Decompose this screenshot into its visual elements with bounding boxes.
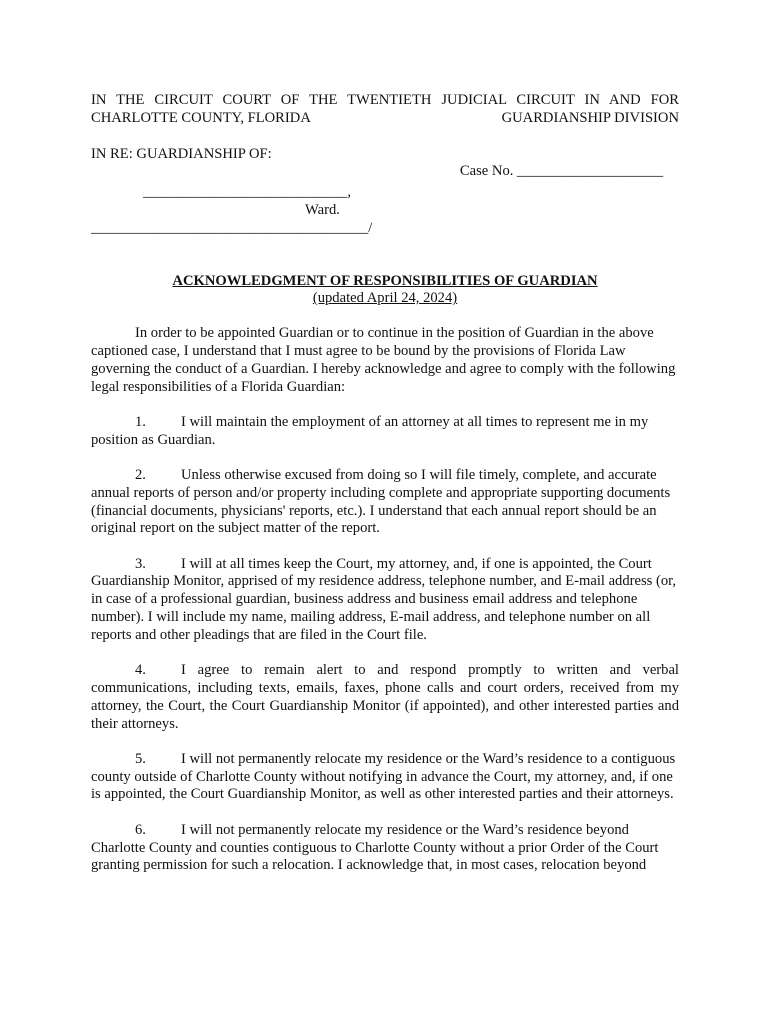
responsibility-item-2: [91, 467, 679, 538]
responsibility-item-5: [91, 751, 679, 804]
item-text: I will maintain the employment of an attorney at all times to represent me in my position as Guardian.: [91, 413, 649, 448]
item-text: I will not permanently relocate my residence or the Ward’s residence to a contiguous county outside of Charlotte County without notifying in advance the Court, my attorney, and, if one is appointed, the Court Guardianship Monitor, as well as other interested parties and their attorneys.: [91, 750, 676, 803]
document-title: ACKNOWLEDGMENT OF RESPONSIBILITIES OF GUARDIAN: [172, 272, 598, 289]
case-number-field: Case No. ____________________: [459, 163, 663, 180]
ward-label: Ward.: [305, 201, 340, 218]
document-updated-date: (updated April 24, 2024): [312, 290, 458, 307]
in-re-label: IN RE: GUARDIANSHIP OF:: [91, 145, 272, 162]
responsibility-item-6: [91, 822, 679, 875]
item-text: Unless otherwise excused from doing so I will file timely, complete, and accurate annual reports of person and/or property including complete and appropriate supporting documents (financial documents, physicians' reports, etc.). I understand that each annual report should be an original report on the subject matter of the report.: [91, 466, 671, 537]
item-number: 4.: [135, 662, 146, 679]
county-label: CHARLOTTE COUNTY, FLORIDA: [91, 109, 311, 126]
caption-closing-line: ______________________________________/: [91, 219, 373, 236]
case-number-row: [91, 163, 679, 181]
responsibility-item-1: [91, 414, 679, 450]
ward-name-blank: ____________________________,: [143, 184, 351, 201]
item-number: 1.: [135, 413, 146, 430]
case-caption: [91, 146, 679, 238]
division-label: GUARDIANSHIP DIVISION: [501, 109, 679, 126]
court-location-row: [91, 110, 679, 128]
item-text: I will not permanently relocate my residence or the Ward’s residence beyond Charlotte County and counties contiguous to Charlotte County without a prior Order of the Court granting permission for such a relocation. I acknowledge that, in most cases, relocation beyond: [91, 821, 659, 874]
responsibility-item-4: [91, 662, 679, 733]
item-text: I will at all times keep the Court, my attorney, and, if one is appointed, the Court Guardianship Monitor, apprised of my residence address, telephone number, and E-mail address (or, in case of a professional guardian, business address and business email address and telephone number). I will include my name, mailing address, E-mail address, and telephone number on all reports and other pleadings that are filed in the Court file.: [91, 555, 677, 643]
intro-paragraph: In order to be appointed Guardian or to continue in the position of Guardian in the above captioned case, I understand that I must agree to be bound by the provisions of Florida Law governing the conduct of a Guardian. I hereby acknowledge and agree to comply with the following legal responsibilities of a Florida Guardian:: [91, 325, 676, 395]
item-number: 3.: [135, 555, 146, 572]
court-name-line: IN THE CIRCUIT COURT OF THE TWENTIETH JUDICIAL CIRCUIT IN AND FOR: [91, 92, 679, 108]
item-number: 2.: [135, 466, 146, 483]
item-number: 5.: [135, 750, 146, 767]
court-header: [91, 92, 679, 128]
document-page: [91, 92, 679, 875]
responsibility-item-3: [91, 556, 679, 645]
item-number: 6.: [135, 821, 146, 838]
item-text: I agree to remain alert to and respond promptly to written and verbal communications, including texts, emails, faxes, phone calls and court orders, received from my attorney, the Court, the Court Guardianship Monitor (if appointed), and other interested parties and their attorneys.: [91, 662, 679, 732]
